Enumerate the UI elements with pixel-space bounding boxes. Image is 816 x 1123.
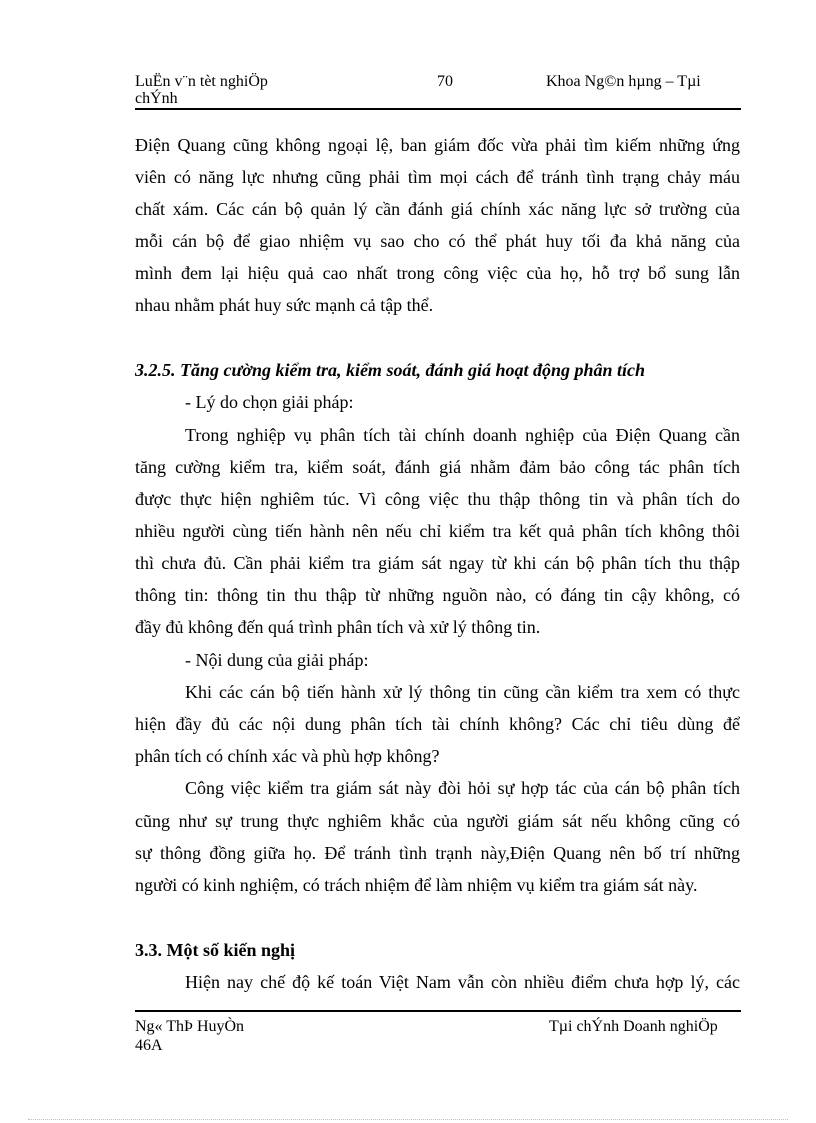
- reason-label: - Lý do chọn giải pháp:: [185, 392, 354, 412]
- footer-rule: [135, 1010, 741, 1012]
- header-rule: [135, 108, 741, 110]
- paragraph-line: sự thông đồng giữa họ. Để tránh tình trạnh này,Điện Quang nên bố trí những: [135, 843, 740, 863]
- paragraph-line: đầy đủ không đến quá trình phân tích và xử lý thông tin.: [135, 617, 541, 637]
- paragraph-line: nhau nhằm phát huy sức mạnh cả tập thể.: [135, 295, 434, 315]
- header-left-title-cont: chÝnh: [135, 90, 178, 107]
- section-heading-3-3: 3.3. Một số kiến nghị: [135, 940, 296, 960]
- header-right-title: Khoa Ng©n hµng – Tµi: [546, 73, 701, 90]
- page-number: 70: [437, 73, 453, 90]
- paragraph-line: thông tin: thông tin thu thập từ những nguồn nào, có đáng tin cậy không, có: [135, 585, 740, 605]
- paragraph-line: chất xám. Các cán bộ quản lý cần đánh giá chính xác năng lực sở trường của: [135, 199, 740, 219]
- paragraph-line: Công việc kiểm tra giám sát này đòi hỏi sự hợp tác của cán bộ phân tích: [185, 778, 740, 798]
- paragraph-line: phân tích có chính xác và phù hợp không?: [135, 746, 440, 766]
- footer-author: Ng« ThÞ HuyÒn: [135, 1018, 245, 1035]
- paragraph-line: Hiện nay chế độ kế toán Việt Nam vẫn còn nhiều điểm chưa hợp lý, các: [185, 972, 740, 992]
- paragraph-line: được thực hiện nghiêm túc. Vì công việc thu thập thông tin và phân tích do: [135, 489, 740, 509]
- footer-department: Tµi chÝnh Doanh nghiÖp: [549, 1018, 718, 1035]
- paragraph-line: tăng cường kiểm tra, kiểm soát, đánh giá nhằm đảm bảo công tác phân tích: [135, 457, 740, 477]
- paragraph-line: nhiều người cùng tiến hành nên nếu chỉ kiểm tra kết quả phân tích không thôi: [135, 521, 740, 541]
- paragraph-line: Khi các cán bộ tiến hành xử lý thông tin cũng cần kiểm tra xem có thực: [185, 682, 740, 702]
- paragraph-line: mình đem lại hiệu quả cao nhất trong công việc của họ, hỗ trợ bổ sung lẫn: [135, 263, 740, 283]
- paragraph-line: người có kinh nghiệm, có trách nhiệm để làm nhiệm vụ kiểm tra giám sát này.: [135, 875, 698, 895]
- paragraph-line: thì chưa đủ. Cần phải kiểm tra giám sát ngay từ khi cán bộ phân tích thu thập: [135, 553, 740, 573]
- paragraph-line: Trong nghiệp vụ phân tích tài chính doanh nghiệp của Điện Quang cần: [185, 425, 740, 445]
- paragraph-line: hiện đầy đủ các nội dung phân tích tài chính không? Các chỉ tiêu dùng để: [135, 714, 740, 734]
- header-left-title: LuËn v¨n tèt nghiÖp: [135, 73, 268, 90]
- footer-class: 46A: [135, 1037, 163, 1054]
- page-bottom-divider: [28, 1119, 788, 1120]
- paragraph-line: Điện Quang cũng không ngoại lệ, ban giám đốc vừa phải tìm kiếm những ứng: [135, 135, 740, 155]
- section-heading-3-2-5: 3.2.5. Tăng cường kiểm tra, kiểm soát, đánh giá hoạt động phân tích: [135, 360, 646, 380]
- paragraph-line: viên có năng lực nhưng cũng phải tìm mọi cách để tránh tình trạng chảy máu: [135, 167, 740, 187]
- paragraph-line: mỗi cán bộ để giao nhiệm vụ sao cho có thể phát huy tối đa khả năng của: [135, 231, 740, 251]
- paragraph-line: cũng như sự trung thực nghiêm khắc của người giám sát nếu không cũng có: [135, 811, 740, 831]
- content-label: - Nội dung của giải pháp:: [185, 650, 369, 670]
